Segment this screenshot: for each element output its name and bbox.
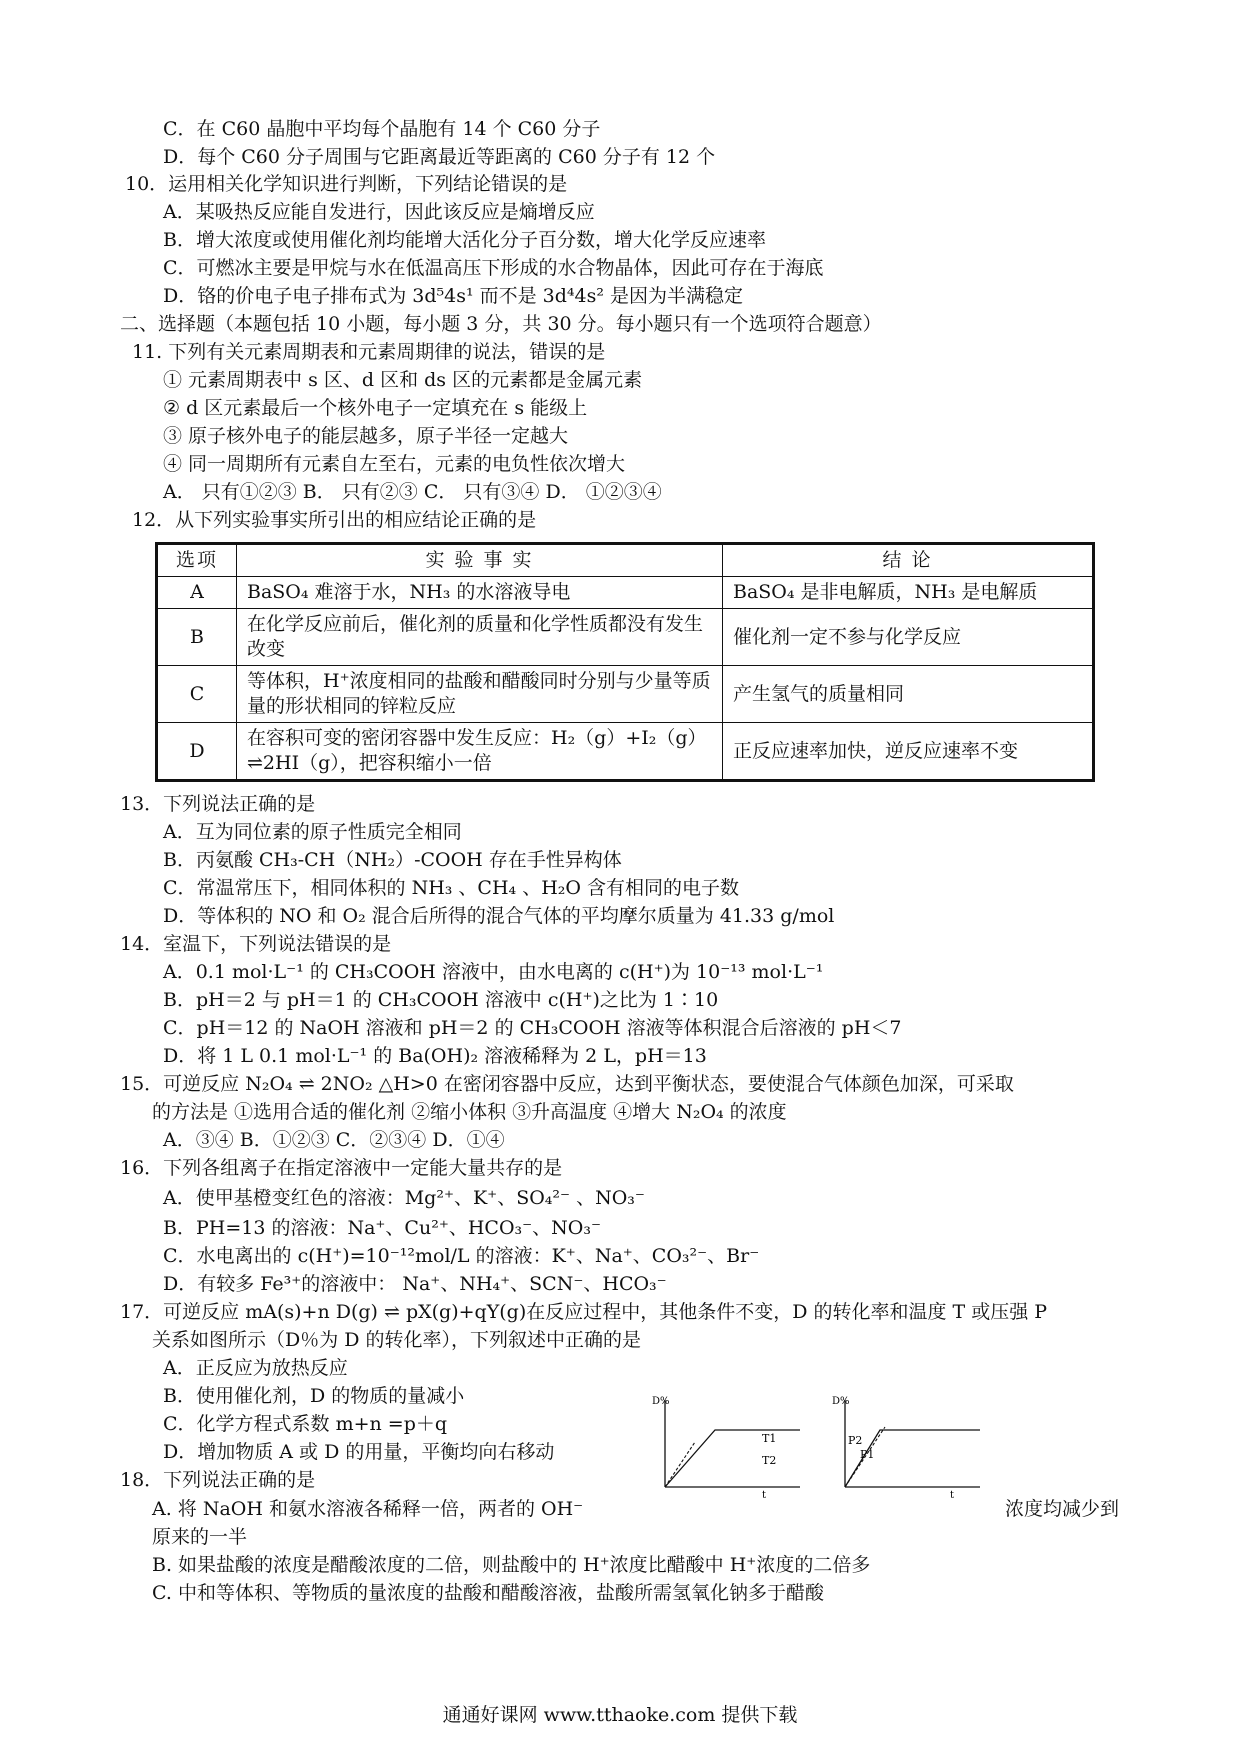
question-16: 16．下列各组离子在指定溶液中一定能大量共存的是 — [120, 1157, 563, 1179]
option-10c: C．可燃冰主要是甲烷与水在低温高压下形成的水合物晶体，因此可存在于海底 — [163, 257, 824, 279]
option-17a: A．正反应为放热反应 — [163, 1357, 348, 1379]
option-13c: C．常温常压下，相同体积的 NH₃ 、CH₄ 、H₂O 含有相同的电子数 — [163, 877, 739, 899]
option-13d: D．等体积的 NO 和 O₂ 混合后所得的混合气体的平均摩尔质量为 41.33 g/mol — [163, 905, 835, 927]
option-10b: B．增大浓度或使用催化剂均能增大活化分子百分数，增大化学反应速率 — [163, 229, 766, 251]
option-17c: C．化学方程式系数 m+n =p＋q — [163, 1413, 448, 1435]
statement-11-3: ③ 原子核外电子的能层越多，原子半径一定越大 — [163, 425, 569, 447]
table-cell-fact: BaSO₄ 难溶于水，NH₃ 的水溶液导电 — [237, 577, 723, 609]
option-18a-tail: 浓度均减少到 — [1005, 1498, 1120, 1520]
section-2-heading: 二、选择题（本题包括 10 小题，每小题 3 分，共 30 分。每小题只有一个选项符合题意） — [120, 313, 882, 335]
option-17b: B．使用催化剂，D 的物质的量减小 — [163, 1385, 465, 1407]
table-cell-conclusion: 产生氢气的质量相同 — [723, 666, 1094, 723]
graph1-label-t1: T1 — [762, 1432, 777, 1445]
table-cell-fact: 在化学反应前后，催化剂的质量和化学性质都没有发生改变 — [237, 609, 723, 666]
table-row — [157, 609, 1094, 666]
question-15-cont: 的方法是 ①选用合适的催化剂 ②缩小体积 ③升高温度 ④增大 N₂O₄ 的浓度 — [152, 1101, 787, 1123]
option-18b: B. 如果盐酸的浓度是醋酸浓度的二倍，则盐酸中的 H⁺浓度比醋酸中 H⁺浓度的二倍多 — [152, 1554, 871, 1576]
graph-temperature — [650, 1392, 810, 1502]
table-cell-conclusion: BaSO₄ 是非电解质，NH₃ 是电解质 — [723, 577, 1094, 609]
graph2-label-p1: P1 — [860, 1448, 875, 1461]
option-18a-cont: 原来的一半 — [152, 1526, 248, 1548]
table-header-row — [157, 544, 1094, 577]
graph1-ylabel: D% — [652, 1396, 670, 1407]
option-10a: A．某吸热反应能自发进行，因此该反应是熵增反应 — [163, 201, 595, 223]
statement-11-4: ④ 同一周期所有元素自左至右，元素的电负性依次增大 — [163, 453, 626, 475]
option-14a: A．0.1 mol·L⁻¹ 的 CH₃COOH 溶液中，由水电离的 c(H⁺)为 10⁻¹³ mol·L⁻¹ — [163, 961, 824, 983]
option-16d: D．有较多 Fe³⁺的溶液中： Na⁺、NH₄⁺、SCN⁻、HCO₃⁻ — [163, 1273, 667, 1295]
question-17-cont: 关系如图所示（D％为 D 的转化率），下列叙述中正确的是 — [152, 1329, 642, 1351]
graph1-curve-t1 — [665, 1430, 800, 1487]
question-10: 10．运用相关化学知识进行判断，下列结论错误的是 — [125, 173, 568, 195]
question-12: 12．从下列实验事实所引出的相应结论正确的是 — [132, 509, 537, 531]
question-13: 13．下列说法正确的是 — [120, 793, 316, 815]
table-row — [157, 723, 1094, 781]
table-cell-conclusion: 催化剂一定不参与化学反应 — [723, 609, 1094, 666]
question-14: 14．室温下，下列说法错误的是 — [120, 933, 392, 955]
page-footer: 通通好课网 www.tthaoke.com 提供下载 — [442, 1704, 798, 1726]
graph-pressure — [830, 1392, 990, 1502]
option-17d: D．增加物质 A 或 D 的用量，平衡均向右移动 — [163, 1441, 555, 1463]
graph1-label-t2: T2 — [762, 1454, 777, 1467]
option-16b: B．PH=13 的溶液：Na⁺、Cu²⁺、HCO₃⁻、NO₃⁻ — [163, 1217, 602, 1239]
table-cell-option: D — [157, 723, 237, 781]
option-10d: D．铬的价电子电子排布式为 3d⁵4s¹ 而不是 3d⁴4s² 是因为半满稳定 — [163, 285, 744, 307]
option-16c: C．水电离出的 c(H⁺)=10⁻¹²mol/L 的溶液：K⁺、Na⁺、CO₃²⁻、Br⁻ — [163, 1245, 760, 1267]
table-cell-fact: 在容积可变的密闭容器中发生反应：H₂（g）+I₂（g）⇌2HI（g），把容积缩小一倍 — [237, 723, 723, 781]
option-9d: D．每个 C60 分子周围与它距离最近等距离的 C60 分子有 12 个 — [163, 146, 716, 168]
options-11: A． 只有①②③ B． 只有②③ C． 只有③④ D． ①②③④ — [163, 481, 662, 503]
table-header-fact: 实 验 事 实 — [237, 544, 723, 577]
graph1-xlabel: t — [762, 1490, 767, 1501]
option-18c: C. 中和等体积、等物质的量浓度的盐酸和醋酸溶液，盐酸所需氢氧化钠多于醋酸 — [152, 1582, 824, 1604]
statement-11-2: ② d 区元素最后一个核外电子一定填充在 s 能级上 — [163, 397, 588, 419]
question-11: 11. 下列有关元素周期表和元素周期律的说法，错误的是 — [132, 341, 606, 363]
statement-11-1: ① 元素周期表中 s 区、d 区和 ds 区的元素都是金属元素 — [163, 369, 643, 391]
option-18a: A. 将 NaOH 和氨水溶液各稀释一倍，两者的 OH⁻ — [152, 1498, 584, 1520]
option-16a: A．使甲基橙变红色的溶液：Mg²⁺、K⁺、SO₄²⁻ 、NO₃⁻ — [163, 1187, 645, 1209]
experiment-table — [155, 542, 1095, 782]
option-13b: B．丙氨酸 CH₃-CH（NH₂）-COOH 存在手性异构体 — [163, 849, 622, 871]
option-14b: B．pH＝2 与 pH＝1 的 CH₃COOH 溶液中 c(H⁺)之比为 1∶10 — [163, 989, 719, 1011]
option-13a: A．互为同位素的原子性质完全相同 — [163, 821, 462, 843]
table-row — [157, 577, 1094, 609]
options-15: A．③④ B．①②③ C．②③④ D．①④ — [163, 1129, 505, 1151]
table-header-conclusion: 结 论 — [723, 544, 1094, 577]
graph2-label-p2: P2 — [848, 1434, 863, 1447]
question-18: 18．下列说法正确的是 — [120, 1469, 316, 1491]
table-cell-option: C — [157, 666, 237, 723]
table-header-option: 选项 — [157, 544, 237, 577]
question-17: 17．可逆反应 mA(s)+n D(g) ⇌ pX(g)+qY(g)在反应过程中，其他条件不变，D 的转化率和温度 T 或压强 P — [120, 1301, 1048, 1323]
option-14d: D．将 1 L 0.1 mol·L⁻¹ 的 Ba(OH)₂ 溶液稀释为 2 L，pH＝13 — [163, 1045, 707, 1067]
graph2-xlabel: t — [950, 1490, 955, 1501]
table-cell-fact: 等体积，H⁺浓度相同的盐酸和醋酸同时分别与少量等质量的形状相同的锌粒反应 — [237, 666, 723, 723]
table-cell-conclusion: 正反应速率加快，逆反应速率不变 — [723, 723, 1094, 781]
option-14c: C．pH＝12 的 NaOH 溶液和 pH＝2 的 CH₃COOH 溶液等体积混合后溶液的 pH＜7 — [163, 1017, 902, 1039]
option-9c: C．在 C60 晶胞中平均每个晶胞有 14 个 C60 分子 — [163, 118, 601, 140]
graph2-ylabel: D% — [832, 1396, 850, 1407]
question-15: 15．可逆反应 N₂O₄ ⇌ 2NO₂ △H>0 在密闭容器中反应，达到平衡状态，要使混合气体颜色加深，可采取 — [120, 1073, 1014, 1095]
table-cell-option: B — [157, 609, 237, 666]
table-row — [157, 666, 1094, 723]
table-cell-option: A — [157, 577, 237, 609]
graph1-curve-t2 — [665, 1442, 695, 1487]
